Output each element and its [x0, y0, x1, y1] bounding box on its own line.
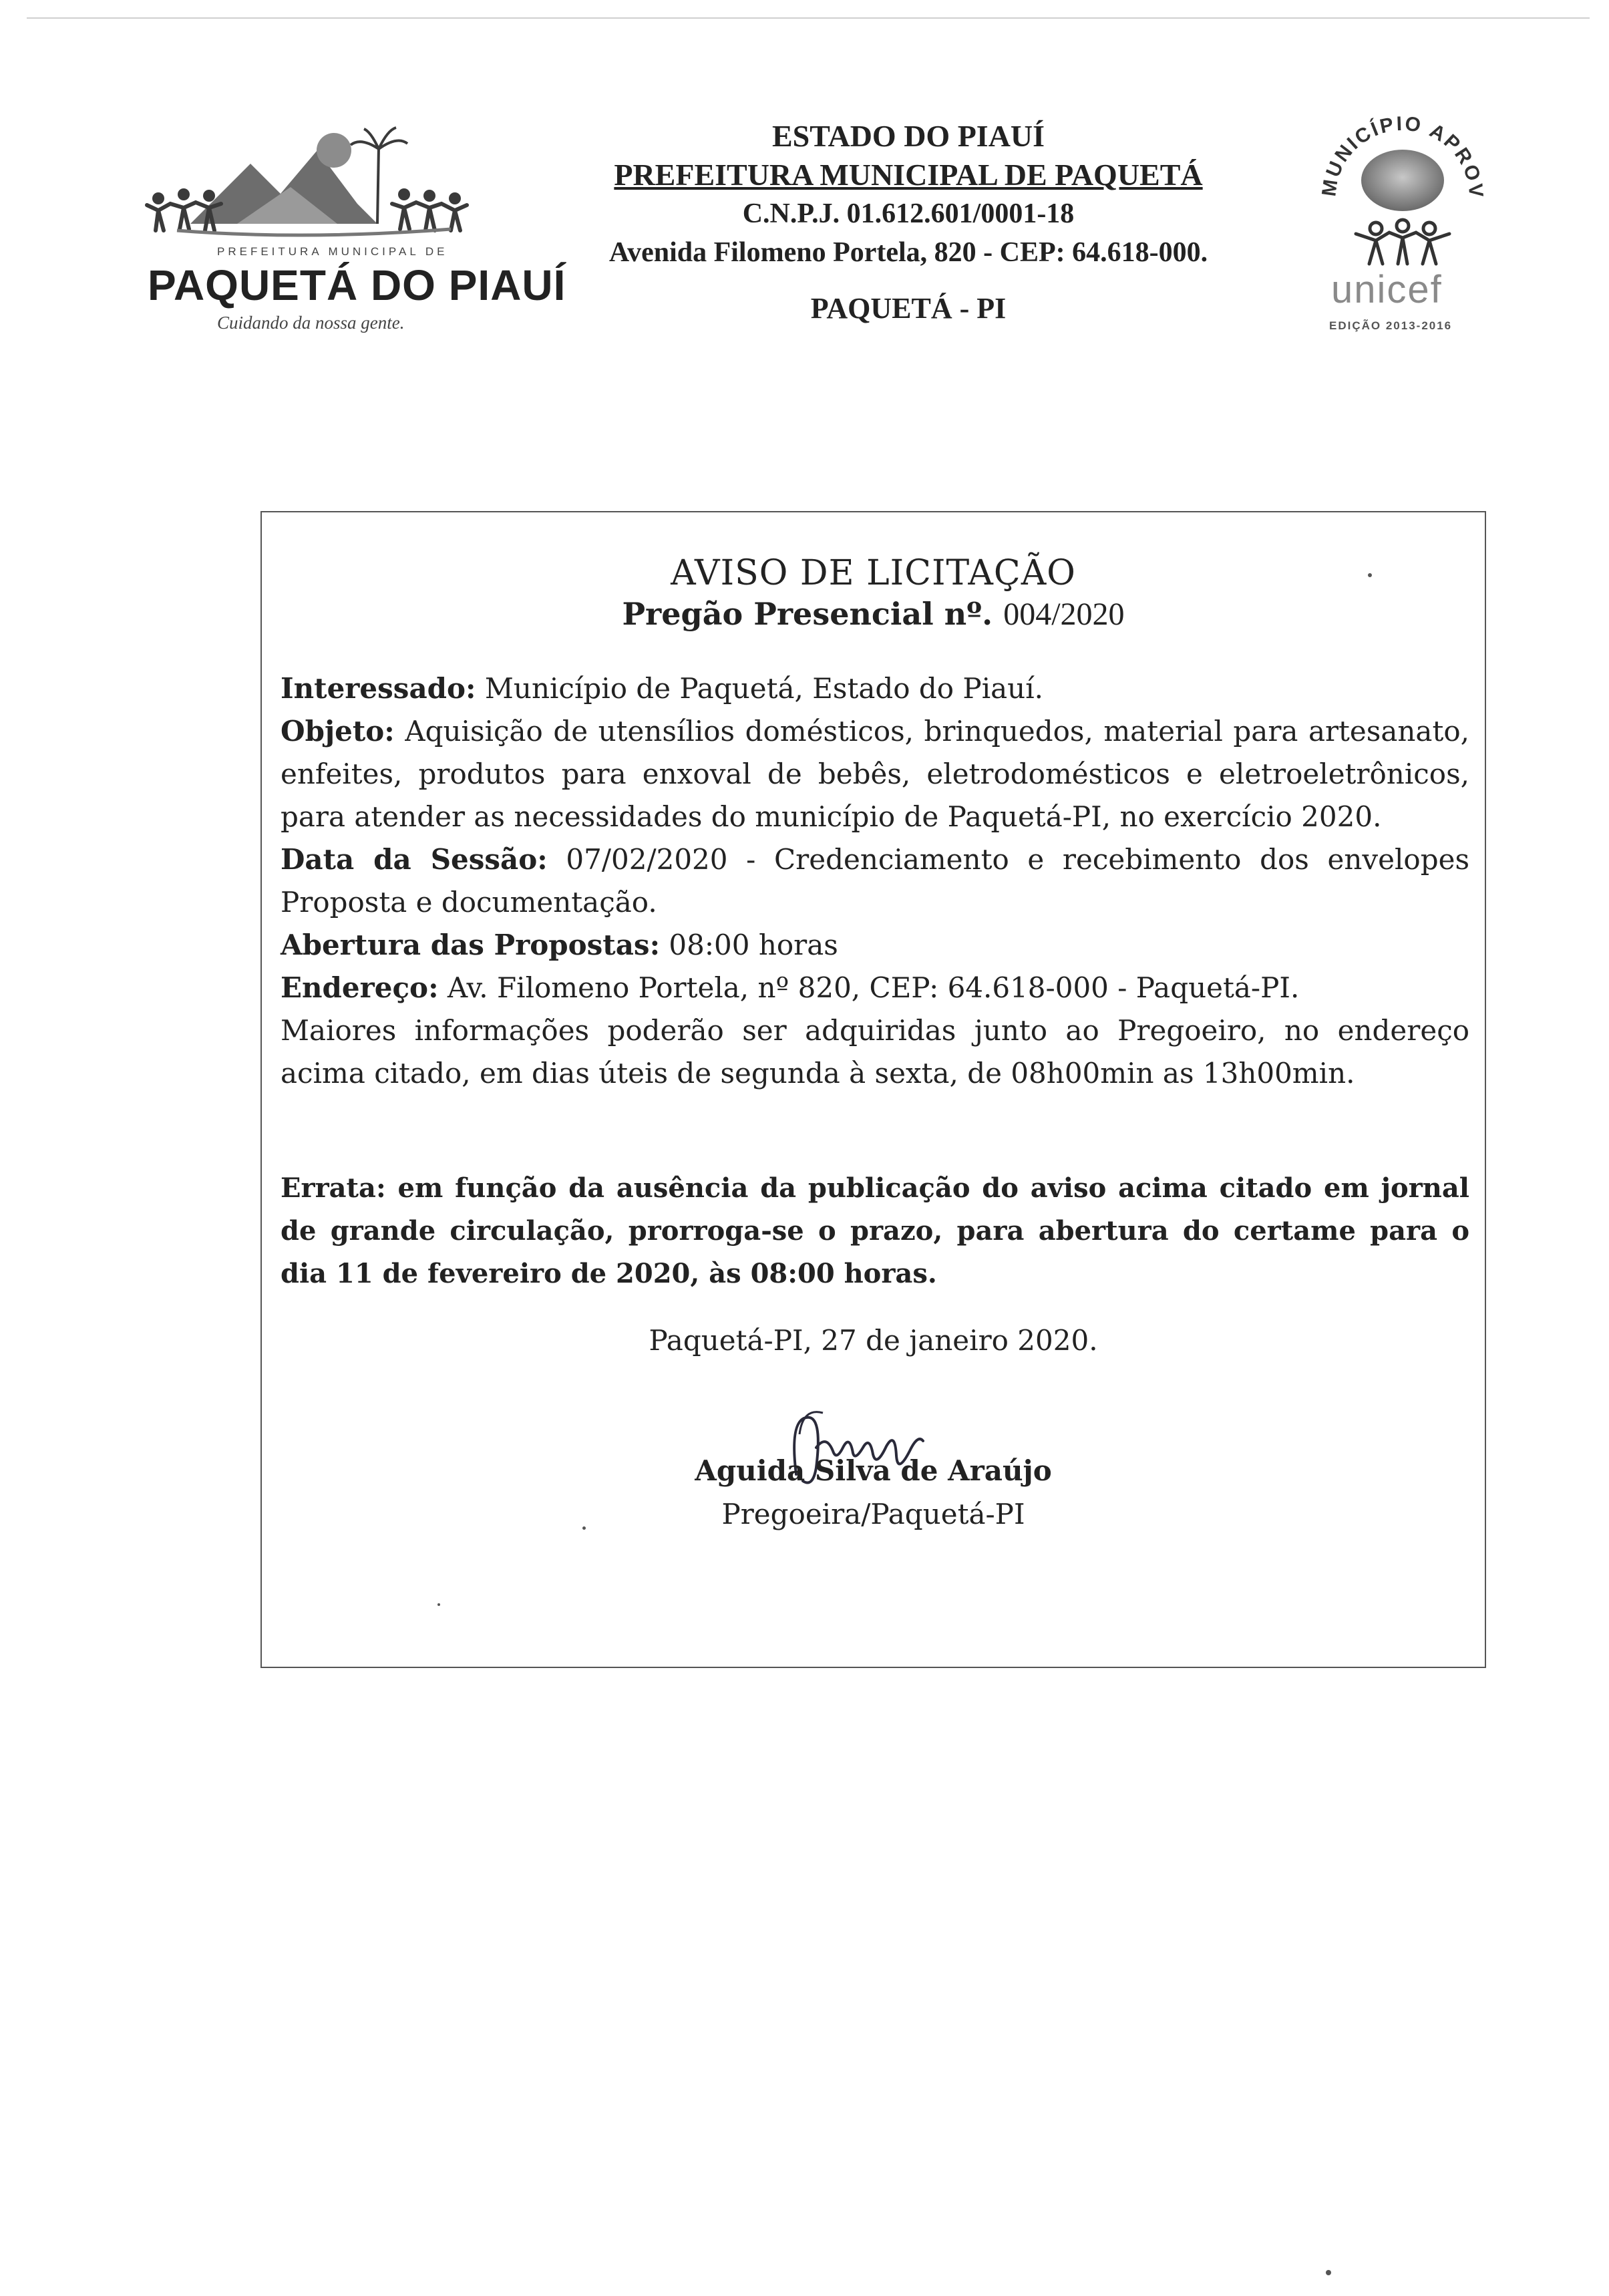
field-value: Aquisição de utensílios domésticos, brinquedos, material para artesanato, enfeites, produtos para enxoval de bebês, eletrodomésticos e eletroeletrônicos, para atender as necessidades do município de Paquetá-PI, no exercício 2020.	[281, 715, 1469, 833]
bidding-notice-box	[260, 511, 1486, 1668]
more-info-text: Maiores informações poderão ser adquiridas junto ao Pregoeiro, no endereço acima citado, em dias úteis de segunda à sexta, de 08h00min as 13h00min.	[281, 1014, 1469, 1090]
place-date: Paquetá-PI, 27 de janeiro 2020.	[649, 1324, 1098, 1357]
notice-subtitle-label: Pregão Presencial nº.	[622, 596, 993, 632]
notice-body	[281, 667, 1469, 1095]
signer-role: Pregoeira/Paquetá-PI	[721, 1498, 1025, 1530]
errata-text: Errata: em função da ausência da publicação do aviso acima citado em jornal de grande circulação, prorroga-se o prazo, para abertura do certame para o dia 11 de fevereiro de 2020, às 08:00 horas.	[281, 1172, 1469, 1289]
field-session-date	[281, 838, 1469, 924]
municipal-logo	[137, 124, 566, 344]
notice-title: AVISO DE LICITAÇÃO	[671, 553, 1076, 593]
notice-subtitle-number: 004/2020	[1003, 597, 1125, 632]
unicef-seal	[1306, 100, 1499, 341]
address-line: Avenida Filomeno Portela, 820 - CEP: 64.618-000.	[608, 237, 1208, 268]
unicef-wordmark: unicef	[1331, 268, 1443, 311]
field-object	[281, 710, 1469, 838]
city-line: PAQUETÁ - PI	[810, 292, 1007, 325]
prefecture-line: PREFEITURA MUNICIPAL DE PAQUETÁ	[614, 158, 1203, 192]
field-interested	[281, 667, 1469, 710]
field-value: Av. Filomeno Portela, nº 820, CEP: 64.618-000 - Paquetá-PI.	[438, 971, 1300, 1004]
field-address	[281, 967, 1469, 1009]
seal-arc-text: MUNICÍPIO APROV	[1318, 112, 1487, 199]
state-line: ESTADO DO PIAUÍ	[771, 119, 1045, 153]
field-label: Endereço:	[281, 971, 439, 1004]
field-label: Interessado:	[281, 672, 476, 705]
field-value: 08:00 horas	[660, 929, 838, 961]
field-proposals-opening	[281, 924, 1469, 967]
field-label: Data da Sessão:	[281, 843, 548, 876]
logo-city-name: PAQUETÁ DO PIAUÍ	[148, 261, 566, 309]
scan-speck	[1368, 573, 1372, 577]
logo-slogan: Cuidando da nossa gente.	[217, 313, 405, 333]
scan-speck	[582, 1526, 586, 1530]
field-value: Município de Paquetá, Estado do Piauí.	[476, 672, 1044, 705]
scan-speck	[437, 1603, 440, 1606]
field-value: 07/02/2020 - Credenciamento e recebimento dos envelopes Proposta e documentação.	[281, 843, 1469, 919]
logo-caption: PREFEITURA MUNICIPAL DE	[217, 245, 448, 258]
field-label: Abertura das Propostas:	[281, 929, 661, 961]
scan-speck	[1326, 2270, 1331, 2275]
mountains-people-emblem-icon	[137, 124, 484, 251]
cnpj-line: C.N.P.J. 01.612.601/0001-18	[742, 198, 1075, 229]
field-label: Objeto:	[281, 715, 395, 748]
notice-subtitle	[262, 594, 1485, 635]
signer-name: Aguida Silva de Araújo	[695, 1454, 1052, 1487]
letterhead	[521, 117, 1296, 328]
notice-heading	[262, 552, 1485, 635]
seal-edition: EDIÇÃO 2013-2016	[1329, 319, 1453, 332]
scan-edge-line	[27, 17, 1590, 19]
seal-emblem-icon	[1306, 100, 1499, 267]
